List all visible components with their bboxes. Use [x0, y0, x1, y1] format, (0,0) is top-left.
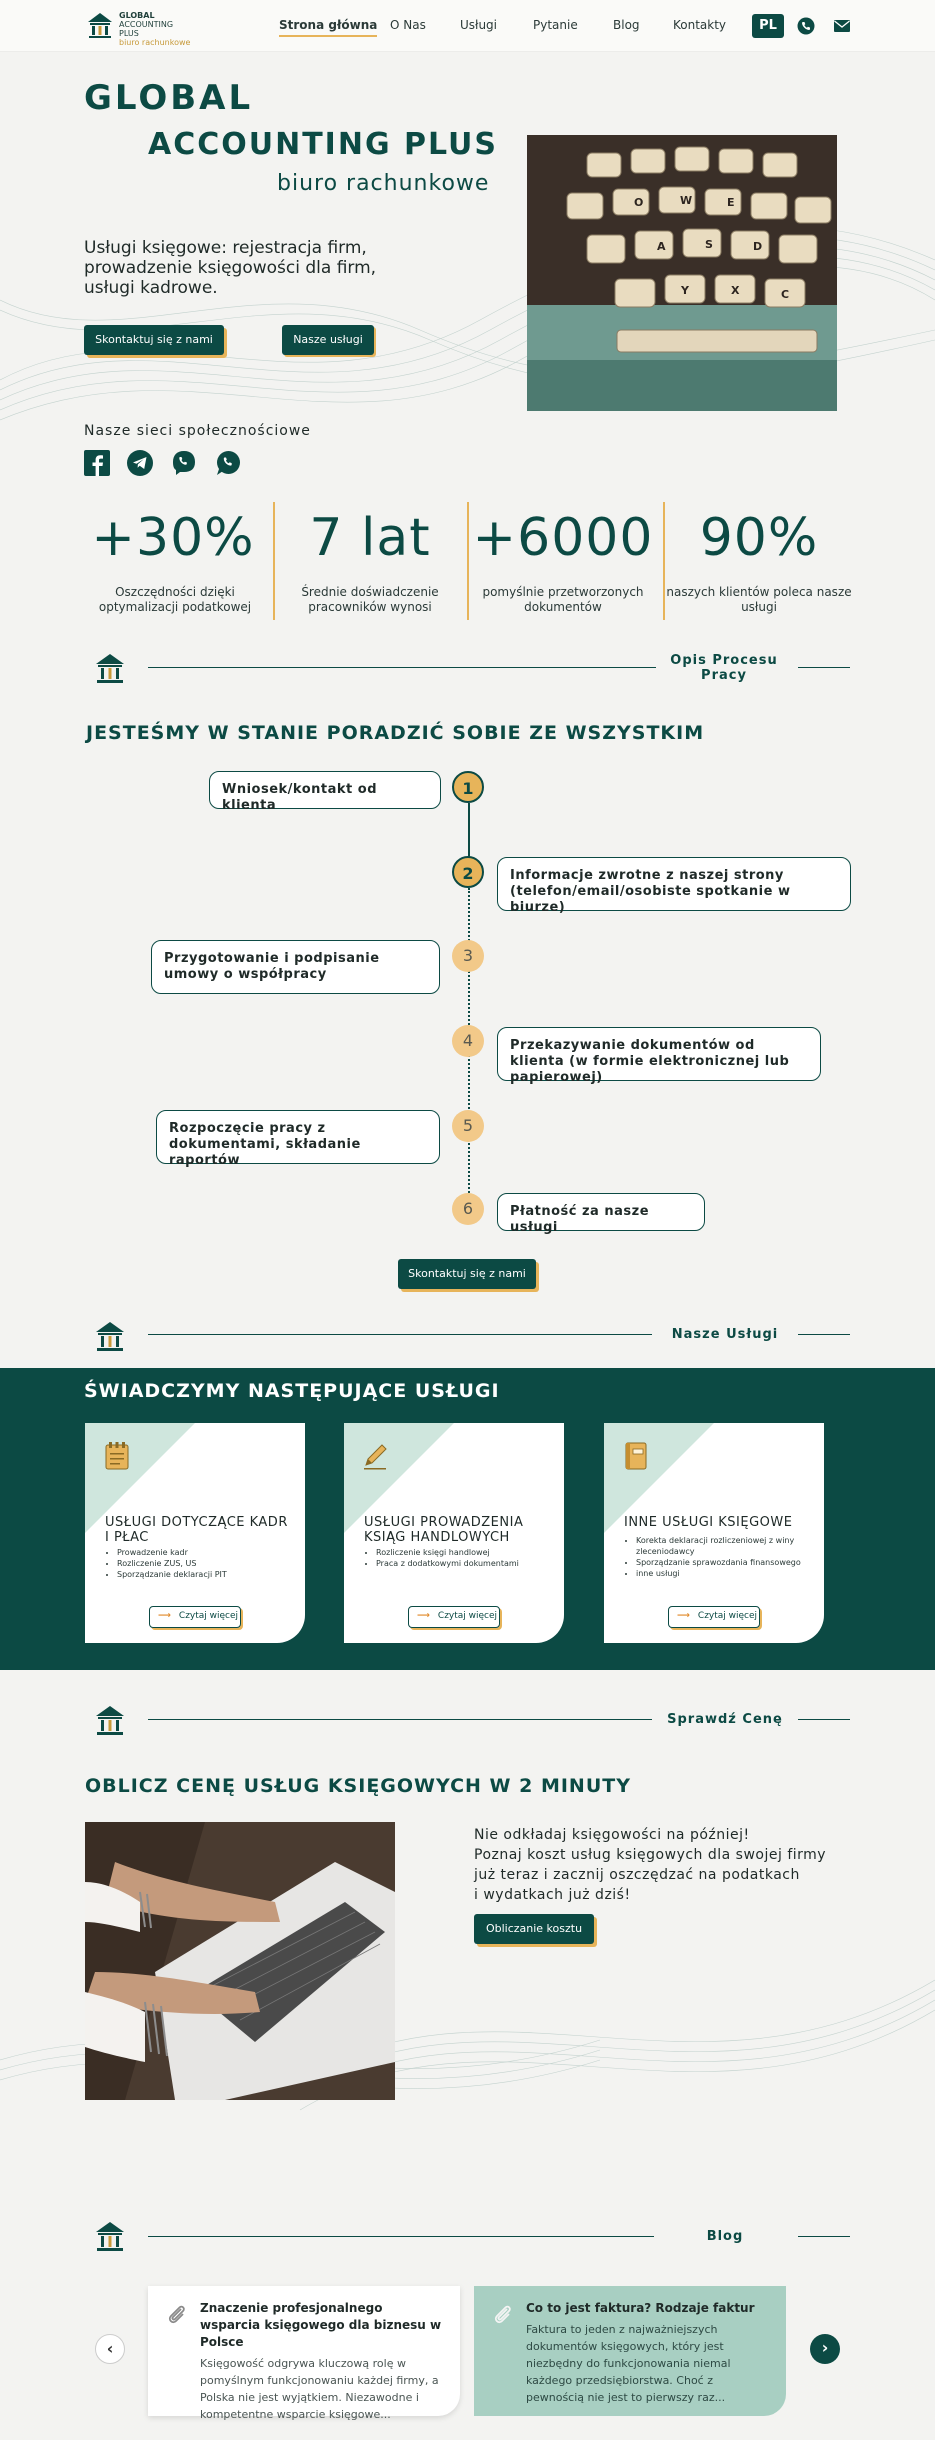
price-line: Poznaj koszt usług księgowych dla swojej firmy	[474, 1847, 827, 1863]
section-label-blog: Blog	[706, 2229, 744, 2244]
list-item: • Korekta deklaracji rozliczeniowej z winy zleceniodawcy	[636, 1535, 816, 1557]
service-card-other	[604, 1423, 824, 1643]
stat-label-documents: pomyślnie przetworzonych dokumentów	[482, 585, 644, 614]
scales-section-icon	[92, 1318, 128, 1354]
svg-text:E: E	[727, 196, 735, 209]
nav-contacts[interactable]: Kontakty	[673, 18, 727, 32]
services-title: ŚWIADCZYMY NASTĘPUJĄCE USŁUGI	[84, 1380, 500, 1402]
blog-prev-button[interactable]	[95, 2334, 125, 2364]
paperclip-icon	[164, 2302, 190, 2328]
scales-logo-icon	[85, 10, 115, 40]
site-logo[interactable]	[85, 8, 195, 47]
laptop-photo	[85, 1822, 395, 2100]
stat-label-clients: naszych klientów poleca nasze usługi	[666, 585, 852, 614]
step-number-2: 2	[452, 856, 484, 888]
list-item: • Rozliczenie księgi handlowej	[376, 1547, 556, 1558]
service-card-title: USŁUGI PROWADZENIA KSIĄG HANDLOWYCH	[364, 1515, 524, 1545]
separator-line	[798, 2236, 850, 2237]
step-number-5: 5	[452, 1110, 484, 1142]
read-more-label: Czytaj więcej	[437, 1611, 498, 1621]
step-number-3: 3	[452, 940, 484, 972]
social-title: Nasze sieci społecznościowe	[84, 423, 311, 439]
nav-services[interactable]: Usługi	[460, 18, 498, 32]
separator-line	[148, 1719, 652, 1720]
step-box-2: Informacje zwrotne z naszej strony (telefon/email/osobiste spotkanie w biurze)	[497, 857, 851, 911]
list-item: • Rozliczenie ZUS, US	[117, 1558, 297, 1569]
logo-line1: GLOBAL	[119, 11, 155, 20]
arrow-right-icon: ⟶	[677, 1611, 690, 1621]
our-services-button[interactable]: Nasze usługi	[282, 325, 374, 355]
step-box-1: Wniosek/kontakt od klienta	[209, 771, 441, 809]
list-item: • inne usługi	[636, 1568, 816, 1579]
step-number-1: 1	[452, 771, 484, 803]
svg-text:A: A	[657, 240, 666, 253]
viber-icon[interactable]	[171, 450, 197, 476]
list-item: • Praca z dodatkowymi dokumentami	[376, 1558, 556, 1569]
list-item: • Sporządzanie deklaracji PIT	[117, 1569, 297, 1580]
service-card-books	[344, 1423, 564, 1643]
language-switch[interactable]: PL	[752, 14, 784, 38]
chevron-left-icon: ‹	[106, 2339, 114, 2358]
mail-icon[interactable]	[833, 17, 851, 35]
read-more-button[interactable]	[668, 1606, 760, 1628]
typewriter-photo	[527, 135, 837, 411]
step-box-4: Przekazywanie dokumentów od klienta (w formie elektronicznej lub papierowej)	[497, 1027, 821, 1081]
paperclip-icon	[490, 2302, 516, 2328]
svg-text:Y: Y	[681, 284, 689, 297]
scales-section-icon	[92, 650, 128, 686]
svg-text:D: D	[753, 240, 763, 253]
whatsapp-icon[interactable]	[215, 450, 241, 476]
service-card-title: USŁUGI DOTYCZĄCE KADR I PŁAC	[105, 1515, 288, 1545]
step-number-4: 4	[452, 1025, 484, 1057]
service-card-title: INNE USŁUGI KSIĘGOWE	[624, 1515, 793, 1530]
blog-next-button[interactable]	[810, 2334, 840, 2364]
blog-card[interactable]	[474, 2286, 786, 2416]
price-line: już teraz i zacznij oszczędzać na podatkach	[474, 1867, 800, 1883]
stat-value-savings: +30%	[91, 508, 255, 568]
stat-value-clients: 90%	[699, 508, 819, 568]
section-label-price: Sprawdź Cenę	[667, 1712, 783, 1727]
price-line: Nie odkładaj księgowości na później!	[474, 1827, 750, 1843]
svg-text:W: W	[680, 194, 693, 207]
section-label-process: Opis Procesu Pracy	[670, 653, 778, 683]
scales-section-icon	[92, 2218, 128, 2254]
process-title: JESTEŚMY W STANIE PORADZIĆ SOBIE ZE WSZYSTKIM	[86, 722, 705, 744]
scales-section-icon	[92, 1702, 128, 1738]
hero-title-subtitle: biuro rachunkowe	[277, 171, 490, 196]
service-card-hr	[85, 1423, 305, 1643]
process-contact-button[interactable]: Skontaktuj się z nami	[398, 1259, 536, 1289]
separator-line	[798, 667, 850, 668]
read-more-label: Czytaj więcej	[178, 1611, 239, 1621]
list-item: • Sporządzanie sprawozdania finansowego	[636, 1557, 816, 1568]
svg-text:S: S	[705, 238, 713, 251]
arrow-right-icon: ⟶	[417, 1611, 430, 1621]
nav-blog[interactable]: Blog	[613, 18, 640, 32]
hero-title-accounting: ACCOUNTING PLUS	[148, 127, 499, 162]
step-box-3: Przygotowanie i podpisanie umowy o współpracy	[151, 940, 440, 994]
pencil-icon	[362, 1441, 390, 1471]
svg-text:X: X	[731, 284, 740, 297]
separator-line	[798, 1334, 850, 1335]
section-label-services: Nasze Usługi	[671, 1327, 779, 1342]
logo-line2: ACCOUNTING PLUS	[119, 20, 174, 38]
separator-line	[798, 1719, 850, 1720]
chevron-right-icon: ›	[821, 2338, 829, 2357]
nav-questions[interactable]: Pytanie	[533, 18, 578, 32]
read-more-label: Czytaj więcej	[697, 1611, 758, 1621]
logo-text	[119, 11, 195, 47]
svg-text:C: C	[781, 288, 790, 301]
step-box-5: Rozpoczęcie pracy z dokumentami, składanie raportów	[156, 1110, 440, 1164]
separator-line	[148, 2236, 654, 2237]
blog-post-excerpt: Księgowość odgrywa kluczową rolę w pomyślnym funkcjonowaniu każdej firmy, a Polska nie jest wyjątkiem. Niezawodne i kompetentne wsparcie księgowe...	[200, 2357, 439, 2421]
hero-title-global: GLOBAL	[84, 78, 254, 118]
separator-line	[148, 667, 656, 668]
hero-description: Usługi księgowe: rejestracja firm, prowadzenie księgowości dla firm, usługi kadrowe.	[84, 238, 377, 298]
contact-us-button[interactable]: Skontaktuj się z nami	[84, 325, 224, 355]
stat-value-experience: 7 lat	[309, 508, 431, 568]
notepad-icon	[103, 1441, 131, 1471]
read-more-button[interactable]	[149, 1606, 241, 1628]
service-card-list	[636, 1535, 816, 1579]
blog-post-excerpt: Faktura to jeden z najważniejszych dokumentów księgowych, który jest niezbędny do funkcjonowania niemal każdego przedsiębiorstwa. Choć z pewnością nie jest to pierwszy raz...	[526, 2323, 731, 2404]
service-card-list	[117, 1547, 297, 1580]
blog-post-title[interactable]: Co to jest faktura? Rodzaje faktur	[526, 2301, 755, 2315]
stat-label-experience: Średnie doświadczenie pracowników wynosi	[301, 585, 439, 614]
phone-icon[interactable]	[797, 17, 815, 35]
blog-post-title[interactable]: Znaczenie profesjonalnego wsparcia księgowego dla biznesu w Polsce	[200, 2301, 442, 2349]
nav-home[interactable]: Strona główna	[279, 18, 377, 37]
separator-line	[148, 1334, 652, 1335]
svg-text:O: O	[634, 196, 644, 209]
price-title: OBLICZ CENĘ USŁUG KSIĘGOWYCH W 2 MINUTY	[85, 1775, 631, 1797]
step-number-6: 6	[452, 1193, 484, 1225]
service-card-list	[376, 1547, 556, 1569]
nav-about[interactable]: O Nas	[390, 18, 426, 32]
arrow-right-icon: ⟶	[158, 1611, 171, 1621]
calculate-cost-button[interactable]: Obliczanie kosztu	[474, 1914, 594, 1944]
book-icon	[622, 1441, 650, 1471]
facebook-icon[interactable]	[84, 450, 110, 476]
list-item: • Prowadzenie kadr	[117, 1547, 297, 1558]
step-box-6: Płatność za nasze usługi	[497, 1193, 705, 1231]
stat-value-documents: +6000	[472, 508, 654, 568]
logo-line3: biuro rachunkowe	[119, 38, 191, 47]
price-text	[474, 1825, 844, 1905]
read-more-button[interactable]	[408, 1606, 500, 1628]
stat-label-savings: Oszczędności dzięki optymalizacji podatkowej	[98, 585, 252, 614]
price-line: i wydatkach już dziś!	[474, 1887, 631, 1903]
blog-card[interactable]	[148, 2286, 460, 2421]
telegram-icon[interactable]	[127, 450, 153, 476]
